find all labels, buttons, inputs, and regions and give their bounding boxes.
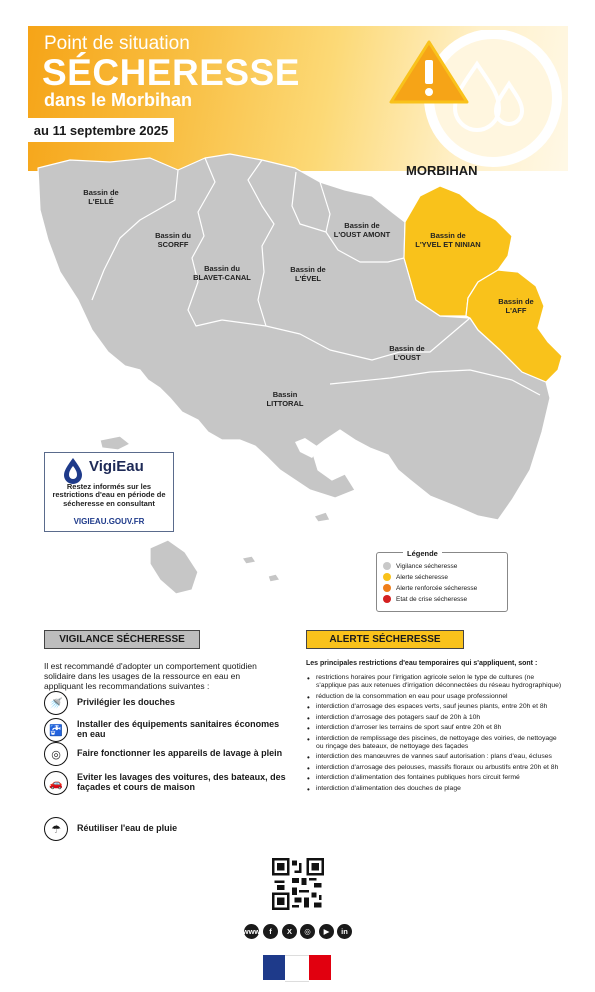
vigieau-url[interactable]: VIGIEAU.GOUV.FR (73, 517, 145, 526)
island-groix (100, 436, 130, 450)
flag-white (285, 955, 309, 982)
basin-name: L'ÉVEL (295, 273, 321, 283)
basin-label-aff (498, 298, 533, 315)
youtube-icon[interactable]: ▶ (319, 924, 334, 939)
alerte-intro: Les principales restrictions d'eau temporaires qui s'appliquent, sont : (306, 660, 538, 667)
island-hoedic (268, 574, 280, 582)
island-arz (314, 512, 330, 522)
x-icon[interactable]: X (282, 924, 297, 939)
basin-prefix: Bassin de (389, 344, 425, 353)
basin-label-littoral (267, 391, 304, 408)
basin-name: BLAVET-CANAL (193, 272, 251, 282)
restriction-item: • interdiction d'arroser les terrains de sport sauf entre 20h et 8h (306, 724, 566, 732)
restriction-item: • interdiction d'arrosage des espaces verts, sauf jeunes plants, entre 20h et 8h (306, 703, 566, 711)
alerte-restrictions-list (306, 674, 566, 795)
island-houat (242, 556, 256, 564)
header-subtitle: dans le Morbihan (44, 90, 193, 110)
linkedin-icon[interactable]: in (337, 924, 352, 939)
recommendation-item (44, 692, 287, 714)
basin-name: L'OUST AMONT (333, 229, 391, 239)
legend-swatch (383, 562, 391, 570)
basin-prefix: Bassin (272, 390, 298, 399)
basin-label-oust (389, 345, 424, 362)
restriction-item: • restrictions horaires pour l'irrigation agricole selon le type de cultures (ne s'applique pas aux retenues d'irrigation déconnectées du réseau hydrographique) (306, 674, 566, 691)
basin-name: L'ELLÉ (88, 196, 114, 206)
date-label: au 11 septembre 2025 (28, 118, 174, 142)
legend-title: Légende (403, 549, 442, 558)
basin-label-scorff (155, 232, 191, 249)
instagram-icon[interactable]: ◎ (300, 924, 315, 939)
basin-label-oust-amont (334, 222, 391, 239)
basin-label-evel (290, 266, 325, 283)
vigieau-name: VigiEau (89, 458, 144, 475)
restriction-item: • interdiction d'arrosage des pelouses, massifs floraux ou arbustifs entre 20h et 8h (306, 764, 566, 772)
recommendation-item (44, 719, 287, 741)
basin-prefix: Bassin de (344, 221, 380, 230)
shower-icon: 🚿 (44, 691, 68, 715)
legend-swatch (383, 595, 391, 603)
legend-item-alerte (383, 573, 448, 581)
legend-item-alerte-renforcee (383, 584, 477, 592)
basin-name: L'YVEL ET NINIAN (415, 239, 481, 249)
legend-item-vigilance (383, 562, 457, 570)
recommendation-text: Faire fonctionner les appareils de lavage à plein (77, 748, 283, 759)
vigilance-heading: VIGILANCE SÉCHERESSE (44, 630, 200, 649)
restriction-item: • interdiction de remplissage des piscines, de nettoyage des voiries, de nettoyage ou rinçage des bateaux, de nettoyage des façades (306, 735, 566, 752)
basin-label-elle (83, 189, 118, 206)
legend-item-crise (383, 595, 467, 603)
header-title: SÉCHERESSE (42, 52, 300, 93)
basin-name: LITTORAL (266, 398, 304, 408)
basin-prefix: Bassin de (290, 265, 326, 274)
basin-prefix: Bassin du (155, 231, 191, 240)
restriction-item: • interdiction d'alimentation des douches de plage (306, 785, 566, 793)
island-belle-ile (150, 540, 198, 594)
header-kicker: Point de situation (44, 33, 190, 54)
vigilance-intro: Il est recommandé d'adopter un comportement quotidien solidaire dans les usages de la ressource en eau en appliquant les recommandations suivantes : (44, 661, 257, 692)
alerte-heading: ALERTE SÉCHERESSE (306, 630, 464, 649)
rain-cloud-icon: ☂ (44, 817, 68, 841)
flag-red (309, 955, 331, 980)
legend (376, 549, 508, 612)
qr-code[interactable] (272, 858, 324, 910)
basin-prefix: Bassin du (204, 264, 240, 273)
legend-label: Alerte renforcée sécheresse (396, 584, 478, 592)
faucet-icon: 🚰 (44, 718, 68, 742)
recommendation-item (44, 743, 287, 765)
recommendation-item (44, 768, 287, 798)
washing-machine-icon: ◎ (44, 742, 68, 766)
legend-swatch (383, 584, 391, 592)
recommendation-item (44, 818, 287, 840)
basin-name: L'AFF (505, 305, 527, 315)
basin-prefix: Bassin de (83, 188, 119, 197)
vigieau-text: Restez informés sur les restrictions d'eau en période de sécheresse en consultant (52, 482, 166, 508)
legend-swatch (383, 573, 391, 581)
map-title: MORBIHAN (406, 163, 478, 178)
vigieau-box (44, 452, 174, 532)
legend-label: Etat de crise sécheresse (396, 595, 468, 603)
basin-name: L'OUST (393, 352, 421, 362)
basin-name: SCORFF (157, 239, 189, 249)
basin-prefix: Bassin de (498, 297, 534, 306)
basin-prefix: Bassin de (430, 231, 466, 240)
water-drop-icon (61, 456, 85, 484)
basin-label-yvel (415, 232, 480, 249)
website-icon[interactable]: www (244, 924, 259, 939)
republique-francaise-logo (263, 955, 331, 980)
recommendation-text: Eviter les lavages des voitures, des bateaux, des façades et cours de maison (77, 772, 286, 792)
legend-label: Vigilance sécheresse (396, 562, 458, 570)
restriction-item: • interdiction des manœuvres de vannes sauf autorisation : plans d'eau, écluses (306, 753, 566, 761)
recommendation-text: Privilégier les douches (77, 697, 176, 708)
recommendation-text: Installer des équipements sanitaires économes en eau (77, 719, 280, 739)
restriction-item: • interdiction d'arrosage des potagers sauf de 20h à 10h (306, 714, 566, 722)
legend-label: Alerte sécheresse (396, 573, 449, 581)
restriction-item: • interdiction d'alimentation des fontaines publiques hors circuit fermé (306, 774, 566, 782)
recommendation-text: Réutiliser l'eau de pluie (77, 823, 178, 834)
flag-blue (263, 955, 285, 980)
basin-label-blavet (193, 265, 251, 282)
restriction-item: • réduction de la consommation en eau pour usage professionnel (306, 693, 566, 701)
facebook-icon[interactable]: f (263, 924, 278, 939)
car-wash-icon: 🚗 (44, 771, 68, 795)
